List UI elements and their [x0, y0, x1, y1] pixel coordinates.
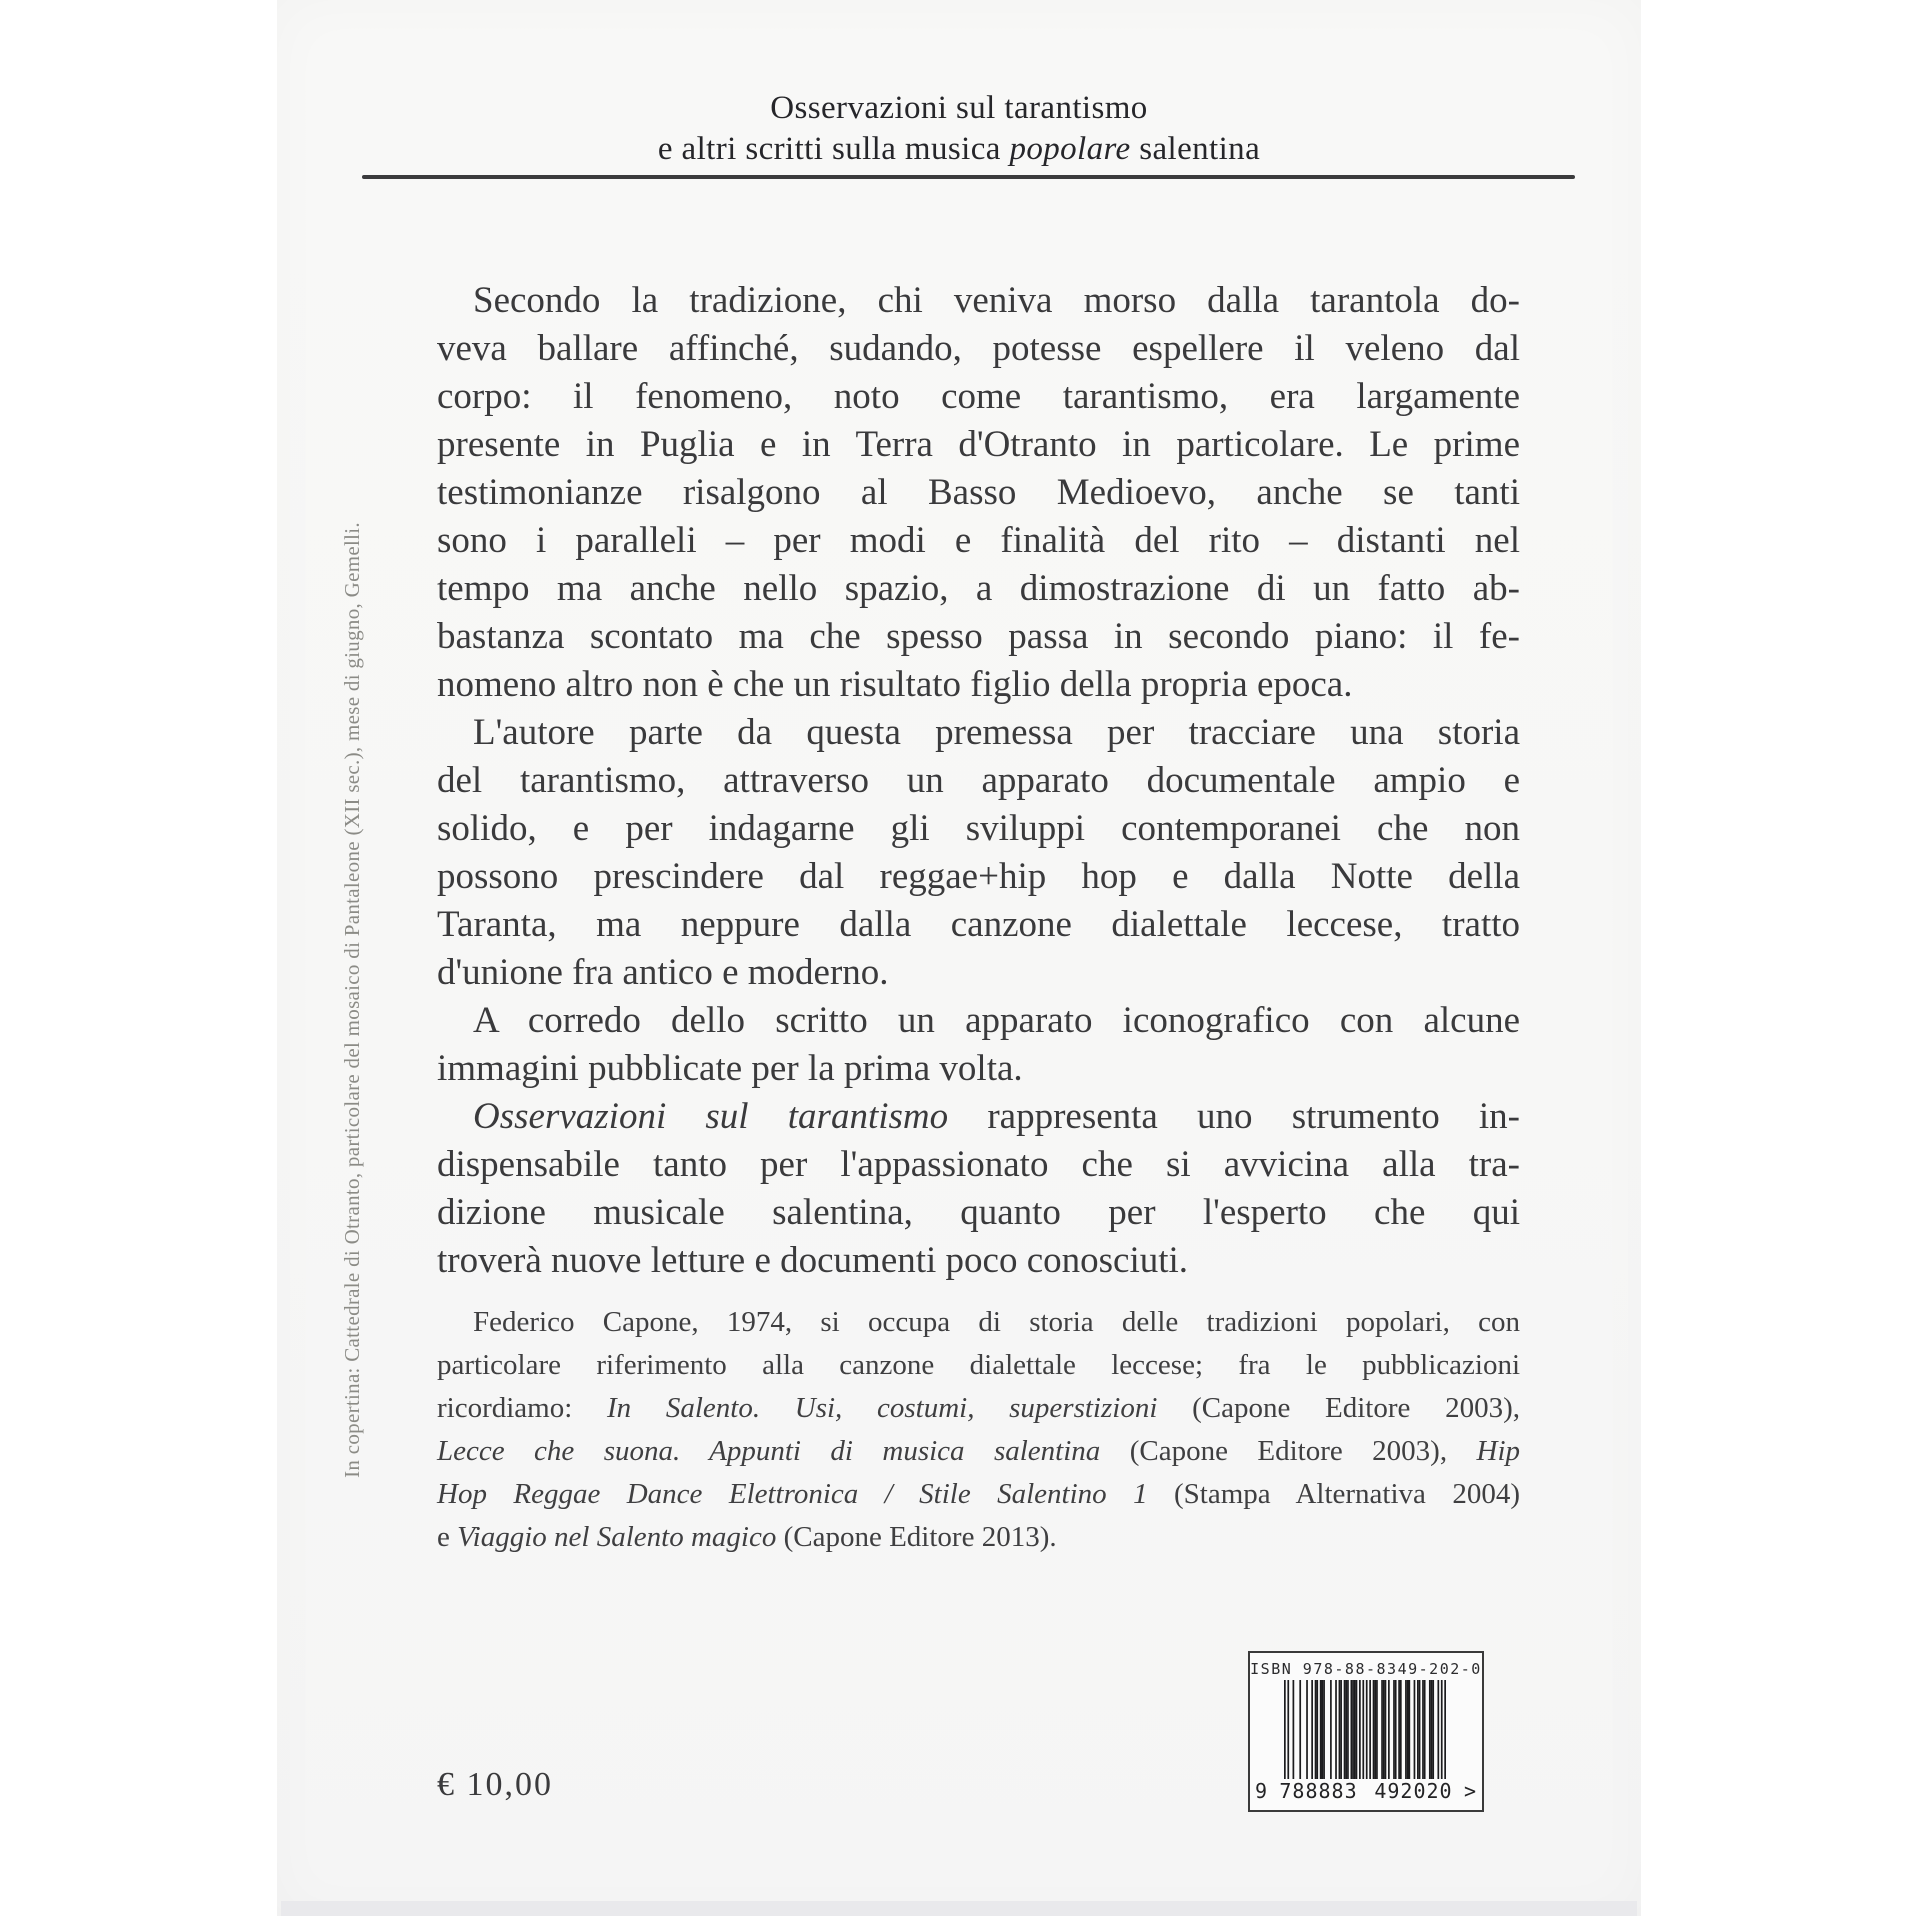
blurb-text-line [437, 469, 1520, 517]
text-segment: del tarantismo, attraverso un apparato documentale ampio e [437, 760, 1520, 801]
italic-text-segment: Viaggio nel Salento magico [457, 1521, 777, 1553]
blurb-text-line [437, 757, 1520, 805]
blurb-text-line [437, 517, 1520, 565]
blurb-text-line [437, 1045, 1520, 1093]
text-segment: A corredo dello scritto un apparato iconografico con alcune [473, 1000, 1520, 1041]
isbn-number-label: ISBN 978-88-8349-202-0 [1250, 1660, 1482, 1678]
text-segment: solido, e per indagarne gli sviluppi contemporanei che non [437, 808, 1520, 849]
author-bio-line [437, 1473, 1520, 1516]
blurb-text-line [437, 1093, 1520, 1141]
text-segment: bastanza scontato ma che spesso passa in secondo piano: il fe- [437, 616, 1520, 657]
cover-bottom-edge-shadow [281, 1901, 1637, 1916]
text-segment: testimonianze risalgono al Basso Medioevo, anche se tanti [437, 472, 1520, 513]
author-bio-line [437, 1387, 1520, 1430]
isbn-barcode-box [1248, 1651, 1484, 1812]
text-segment: Secondo la tradizione, chi veniva morso dalla tarantola do- [473, 280, 1520, 321]
author-bio-line [437, 1516, 1520, 1559]
blurb-text-line [437, 709, 1520, 757]
barcode-digit-group2: 492020 [1366, 1779, 1461, 1803]
blurb-text-line [437, 1189, 1520, 1237]
text-segment: d'unione fra antico e moderno. [437, 952, 889, 993]
barcode-digit-group1: 788883 [1271, 1779, 1366, 1803]
blurb-text-line [437, 853, 1520, 901]
text-segment: presente in Puglia e in Terra d'Otranto in particolare. Le prime [437, 424, 1520, 465]
text-segment: (Capone Editore 2003), [1157, 1392, 1520, 1424]
author-bio-line [437, 1430, 1520, 1473]
text-segment: possono prescindere dal reggae+hip hop e dalla Notte della [437, 856, 1520, 897]
text-segment: dispensabile tanto per l'appassionato che si avvicina alla tra- [437, 1144, 1520, 1185]
author-bio-line [437, 1344, 1520, 1387]
text-segment: corpo: il fenomeno, noto come tarantismo, era largamente [437, 376, 1520, 417]
italic-text-segment: Hip [1476, 1435, 1520, 1467]
blurb-text-column [437, 277, 1520, 1285]
author-bio-line [437, 1301, 1520, 1344]
text-segment: (Stampa Alternativa 2004) [1147, 1478, 1520, 1510]
text-segment: troverà nuove letture e documenti poco conosciuti. [437, 1240, 1189, 1281]
barcode-digit-leading: 9 [1255, 1779, 1269, 1803]
blurb-text-line [437, 949, 1520, 997]
cover-credit-caption: In copertina: Cattedrale di Otranto, particolare del mosaico di Pantaleone (XII sec.), mese di giugno, Gemelli. [340, 522, 364, 1478]
text-segment: Federico Capone, 1974, si occupa di storia delle tradizioni popolari, con [473, 1306, 1520, 1338]
blurb-text-line [437, 1237, 1520, 1285]
book-title [277, 88, 1641, 170]
text-segment: immagini pubblicate per la prima volta. [437, 1048, 1023, 1089]
italic-text-segment: popolare [1009, 131, 1131, 167]
text-segment: tempo ma anche nello spazio, a dimostrazione di un fatto ab- [437, 568, 1520, 609]
text-segment: L'autore parte da questa premessa per tracciare una storia [473, 712, 1520, 753]
italic-text-segment: In Salento. Usi, costumi, superstizioni [606, 1392, 1158, 1424]
book-title-line2 [277, 129, 1641, 170]
book-back-cover [277, 0, 1641, 1916]
book-title-line1: Osservazioni sul tarantismo [770, 90, 1148, 126]
text-segment: e [437, 1521, 458, 1553]
price-label: € 10,00 [437, 1766, 553, 1803]
blurb-text-line [437, 277, 1520, 325]
italic-text-segment: Hop Reggae Dance Elettronica / Stile Salentino 1 [437, 1478, 1148, 1510]
text-segment: rappresenta uno strumento in- [948, 1096, 1520, 1137]
text-segment: nomeno altro non è che un risultato figlio della propria epoca. [437, 664, 1353, 705]
blurb-text-line [437, 997, 1520, 1045]
blurb-text-line [437, 805, 1520, 853]
blurb-text-line [437, 421, 1520, 469]
text-segment: e altri scritti sulla musica [657, 131, 1010, 167]
blurb-text-line [437, 565, 1520, 613]
text-segment: sono i paralleli – per modi e finalità del rito – distanti nel [437, 520, 1520, 561]
blurb-text-line [437, 1141, 1520, 1189]
blurb-text-line [437, 613, 1520, 661]
barcode-digits-row [1255, 1779, 1477, 1803]
text-segment: Taranta, ma neppure dalla canzone dialettale leccese, tratto [437, 904, 1520, 945]
barcode-quiet-zone-arrow: > [1463, 1779, 1477, 1803]
blurb-text-line [437, 661, 1520, 709]
text-segment: (Capone Editore 2003), [1100, 1435, 1477, 1467]
text-segment: ricordiamo: [437, 1392, 607, 1424]
text-segment: dizione musicale salentina, quanto per l'esperto che qui [437, 1192, 1520, 1233]
blurb-text-line [437, 373, 1520, 421]
text-segment: particolare riferimento alla canzone dialettale leccese; fra le pubblicazioni [437, 1349, 1520, 1381]
italic-text-segment: Osservazioni sul tarantismo [473, 1096, 949, 1137]
text-segment: salentina [1130, 131, 1261, 167]
author-bio-column [437, 1301, 1520, 1559]
blurb-text-line [437, 325, 1520, 373]
text-segment: (Capone Editore 2013). [776, 1521, 1057, 1553]
blurb-text-line [437, 901, 1520, 949]
italic-text-segment: Lecce che suona. Appunti di musica salentina [437, 1435, 1101, 1467]
title-divider-rule [362, 175, 1575, 179]
text-segment: veva ballare affinché, sudando, potesse espellere il veleno dal [437, 328, 1520, 369]
